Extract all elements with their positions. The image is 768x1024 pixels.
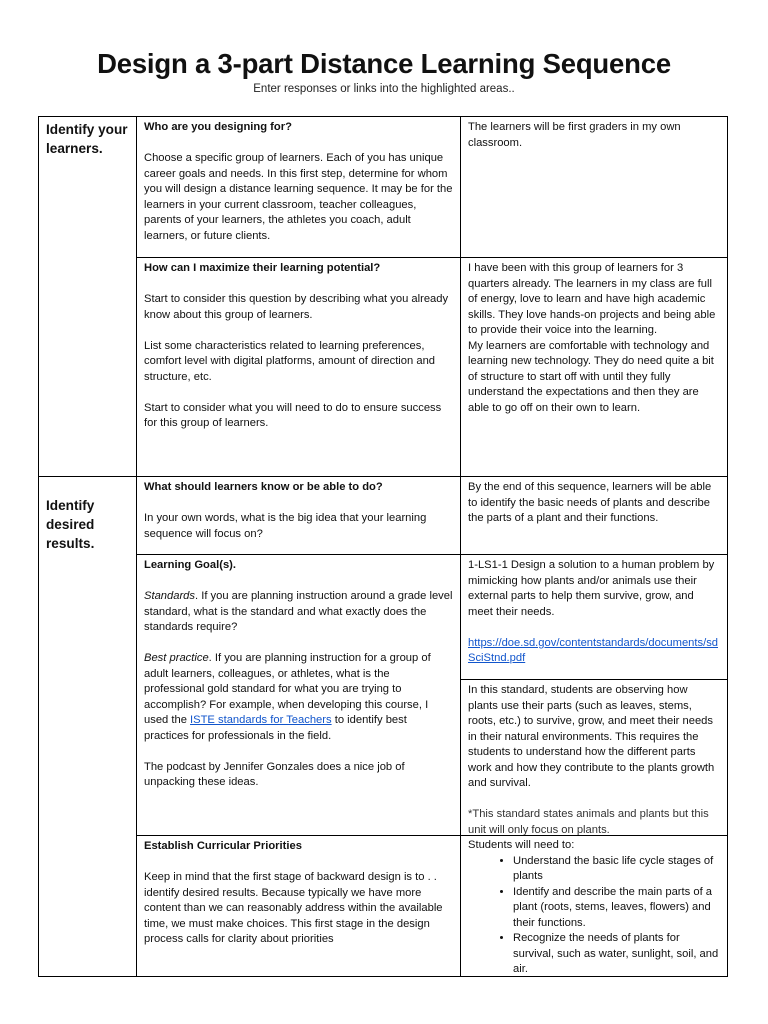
response-maximize-1: I have been with this group of learners for 3 quarters already. The learners in my class are full of energy, love to learn and have high academic skills. They love hands-on projects and being able to provide their voice into the learning. [468, 262, 716, 336]
prompt-cell-know [136, 476, 461, 555]
section-heading-identify-learners [38, 116, 137, 477]
best-practice-label: Best practice [144, 652, 209, 664]
prompt-who: Choose a specific group of learners. Each of you has unique career goals and needs. In this first step, determine for whom you will design a distance learning sequence. It may be for the learners in your current classroom, teacher colleagues, parents of your learners, the athletes you coach, adult learners, or future clients. [144, 152, 453, 242]
design-table [38, 116, 728, 977]
prompt-podcast: The podcast by Jennifer Gonzales does a nice job of unpacking these ideas. [144, 760, 405, 788]
prompt-cell-who [136, 116, 461, 258]
best-practice-text-2: to identify best practices for professionals in the field. [144, 714, 407, 742]
prompt-cell-maximize [136, 257, 461, 477]
prompt-maximize-3: Start to consider what you will need to do to ensure success for this group of learners. [144, 401, 442, 429]
list-item: • Understand the basic life cycle stages of plants [513, 854, 720, 885]
response-standard: 1-LS1-1 Design a solution to a human problem by mimicking how plants and/or animals use their external parts to help them survive, grow, and meet their needs. [468, 559, 715, 618]
response-maximize-2: My learners are comfortable with technology and learning new technology. They do need quite a bit of structure to start off with until they fully understand the expectations and then they are able to go off on their own to learn. [468, 339, 714, 414]
response-cell-goals-explain[interactable] [460, 679, 728, 836]
prompt-standards [144, 589, 453, 636]
prompt-maximize-2: List some characteristics related to learning preferences, comfort level with digital platforms, amount of direction and structure, etc. [144, 339, 436, 383]
response-cell-priorities[interactable] [460, 835, 728, 977]
standards-label: Standards [144, 590, 195, 602]
list-item: • Identify and describe the main parts of a plant (roots, stems, leaves, flowers) and their functions. [513, 885, 720, 932]
response-note: *This standard states animals and plants but this unit will only focus on plants. [468, 808, 709, 836]
priorities-list [468, 854, 720, 978]
prompt-priorities: Keep in mind that the first stage of backward design is to . . identify desired results. Because typically we have more content than we can reasonably address within the available time, we must make choices. This first stage in the design process calls for clarity about priorities [144, 871, 443, 945]
response-who: The learners will be first graders in my own classroom. [468, 121, 681, 149]
question-goals: Learning Goal(s). [144, 559, 236, 571]
response-cell-know[interactable] [460, 476, 728, 555]
question-who: Who are you designing for? [144, 121, 292, 133]
question-know: What should learners know or be able to do? [144, 481, 383, 493]
response-explain: In this standard, students are observing how plants use their parts (such as leaves, stems, roots, etc.) to survive, grow, and meet their needs in their natural environments. This requires the students to understand how the different parts work and how they contribute to the plants growth and survival. [468, 684, 715, 789]
section-heading-identify-results [38, 476, 137, 977]
prompt-best-practice [144, 651, 453, 744]
list-item: • Recognize the needs of plants for survival, such as water, sunlight, soil, and air. [513, 931, 720, 977]
iste-standards-link[interactable]: ISTE standards for Teachers [190, 714, 332, 726]
response-priorities-intro: Students will need to: [468, 839, 575, 851]
response-cell-maximize[interactable] [460, 257, 728, 477]
standards-text: . If you are planning instruction around a grade level standard, what is the standard and what exactly does the standards require? [144, 590, 453, 633]
prompt-maximize-1: Start to consider this question by describing what you already know about this group of learners. [144, 293, 449, 321]
standards-document-link[interactable]: https://doe.sd.gov/contentstandards/documents/sdSciStnd.pdf [468, 636, 719, 664]
prompt-cell-goals [136, 554, 461, 836]
response-know: By the end of this sequence, learners will be able to identify the basic needs of plants and describe the parts of a plant and their functions. [468, 481, 712, 524]
question-priorities: Establish Curricular Priorities [144, 840, 302, 852]
response-cell-who[interactable] [460, 116, 728, 258]
page-subtitle: Enter responses or links into the highlighted areas.. [253, 83, 515, 95]
section-heading-text: Identify desired results. [46, 498, 95, 551]
best-practice-text-1: . If you are planning instruction for a group of adult learners, colleagues, or athletes, what is the professional gold standard for what you are trying to accomplish? For example, when developing this course, I used the [144, 652, 431, 726]
response-cell-goals-standard[interactable] [460, 554, 728, 680]
prompt-know: In your own words, what is the big idea that your learning sequence will focus on? [144, 512, 427, 540]
question-maximize: How can I maximize their learning potential? [144, 262, 381, 274]
prompt-cell-priorities [136, 835, 461, 977]
section-heading-text: Identify your learners. [46, 122, 128, 156]
page-title: Design a 3-part Distance Learning Sequence [97, 48, 671, 79]
